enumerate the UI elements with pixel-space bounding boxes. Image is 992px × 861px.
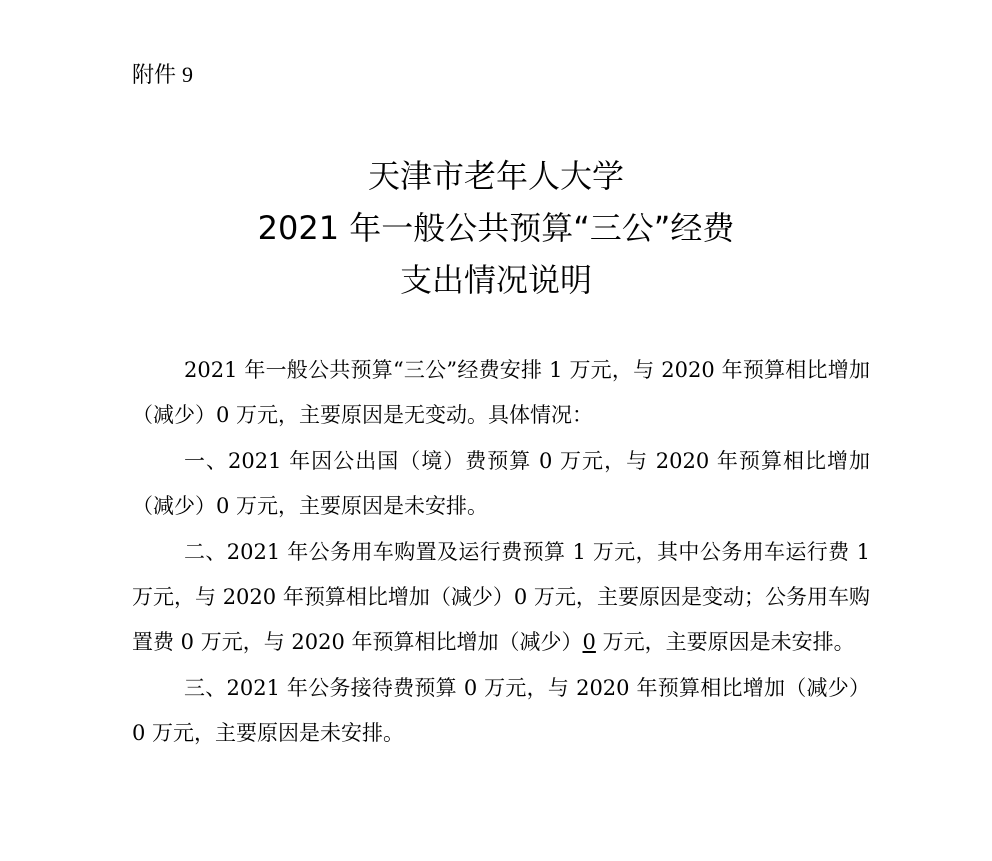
paragraph-official-reception: 三、2021 年公务接待费预算 0 万元，与 2020 年预算相比增加（减少）0 万元，主要原因是未安排。 (132, 676, 870, 745)
document-title (0, 150, 992, 306)
attachment-label-text: 附件 (132, 63, 177, 88)
paragraph-official-vehicles-tail: 万元，主要原因是未安排。 (595, 630, 855, 654)
paragraph-official-vehicles (132, 530, 870, 665)
attachment-number: 9 (182, 62, 194, 87)
title-line-3: 支出情况说明 (399, 261, 592, 299)
paragraph-summary: 2021 年一般公共预算“三公”经费安排 1 万元，与 2020 年预算相比增加（减少）0 万元，主要原因是无变动。具体情况： (132, 358, 870, 427)
paragraph-overseas-travel: 一、2021 年因公出国（境）费预算 0 万元，与 2020 年预算相比增加（减少）0 万元，主要原因是未安排。 (132, 449, 870, 518)
attachment-label (132, 60, 193, 91)
title-line-1: 天津市老年人大学 (367, 157, 624, 195)
underlined-amount: 0 (582, 630, 596, 654)
title-line-2: 2021 年一般公共预算“三公”经费 (257, 209, 735, 247)
paragraph-official-vehicles-text: 二、2021 年公务用车购置及运行费预算 1 万元，其中公务用车运行费 1 万元，与 2020 年预算相比增加（减少）0 万元，主要原因是变动；公务用车购置费 0 万元，与 2020 年预算相比增加（减少） (132, 540, 870, 654)
document-body (132, 348, 870, 757)
